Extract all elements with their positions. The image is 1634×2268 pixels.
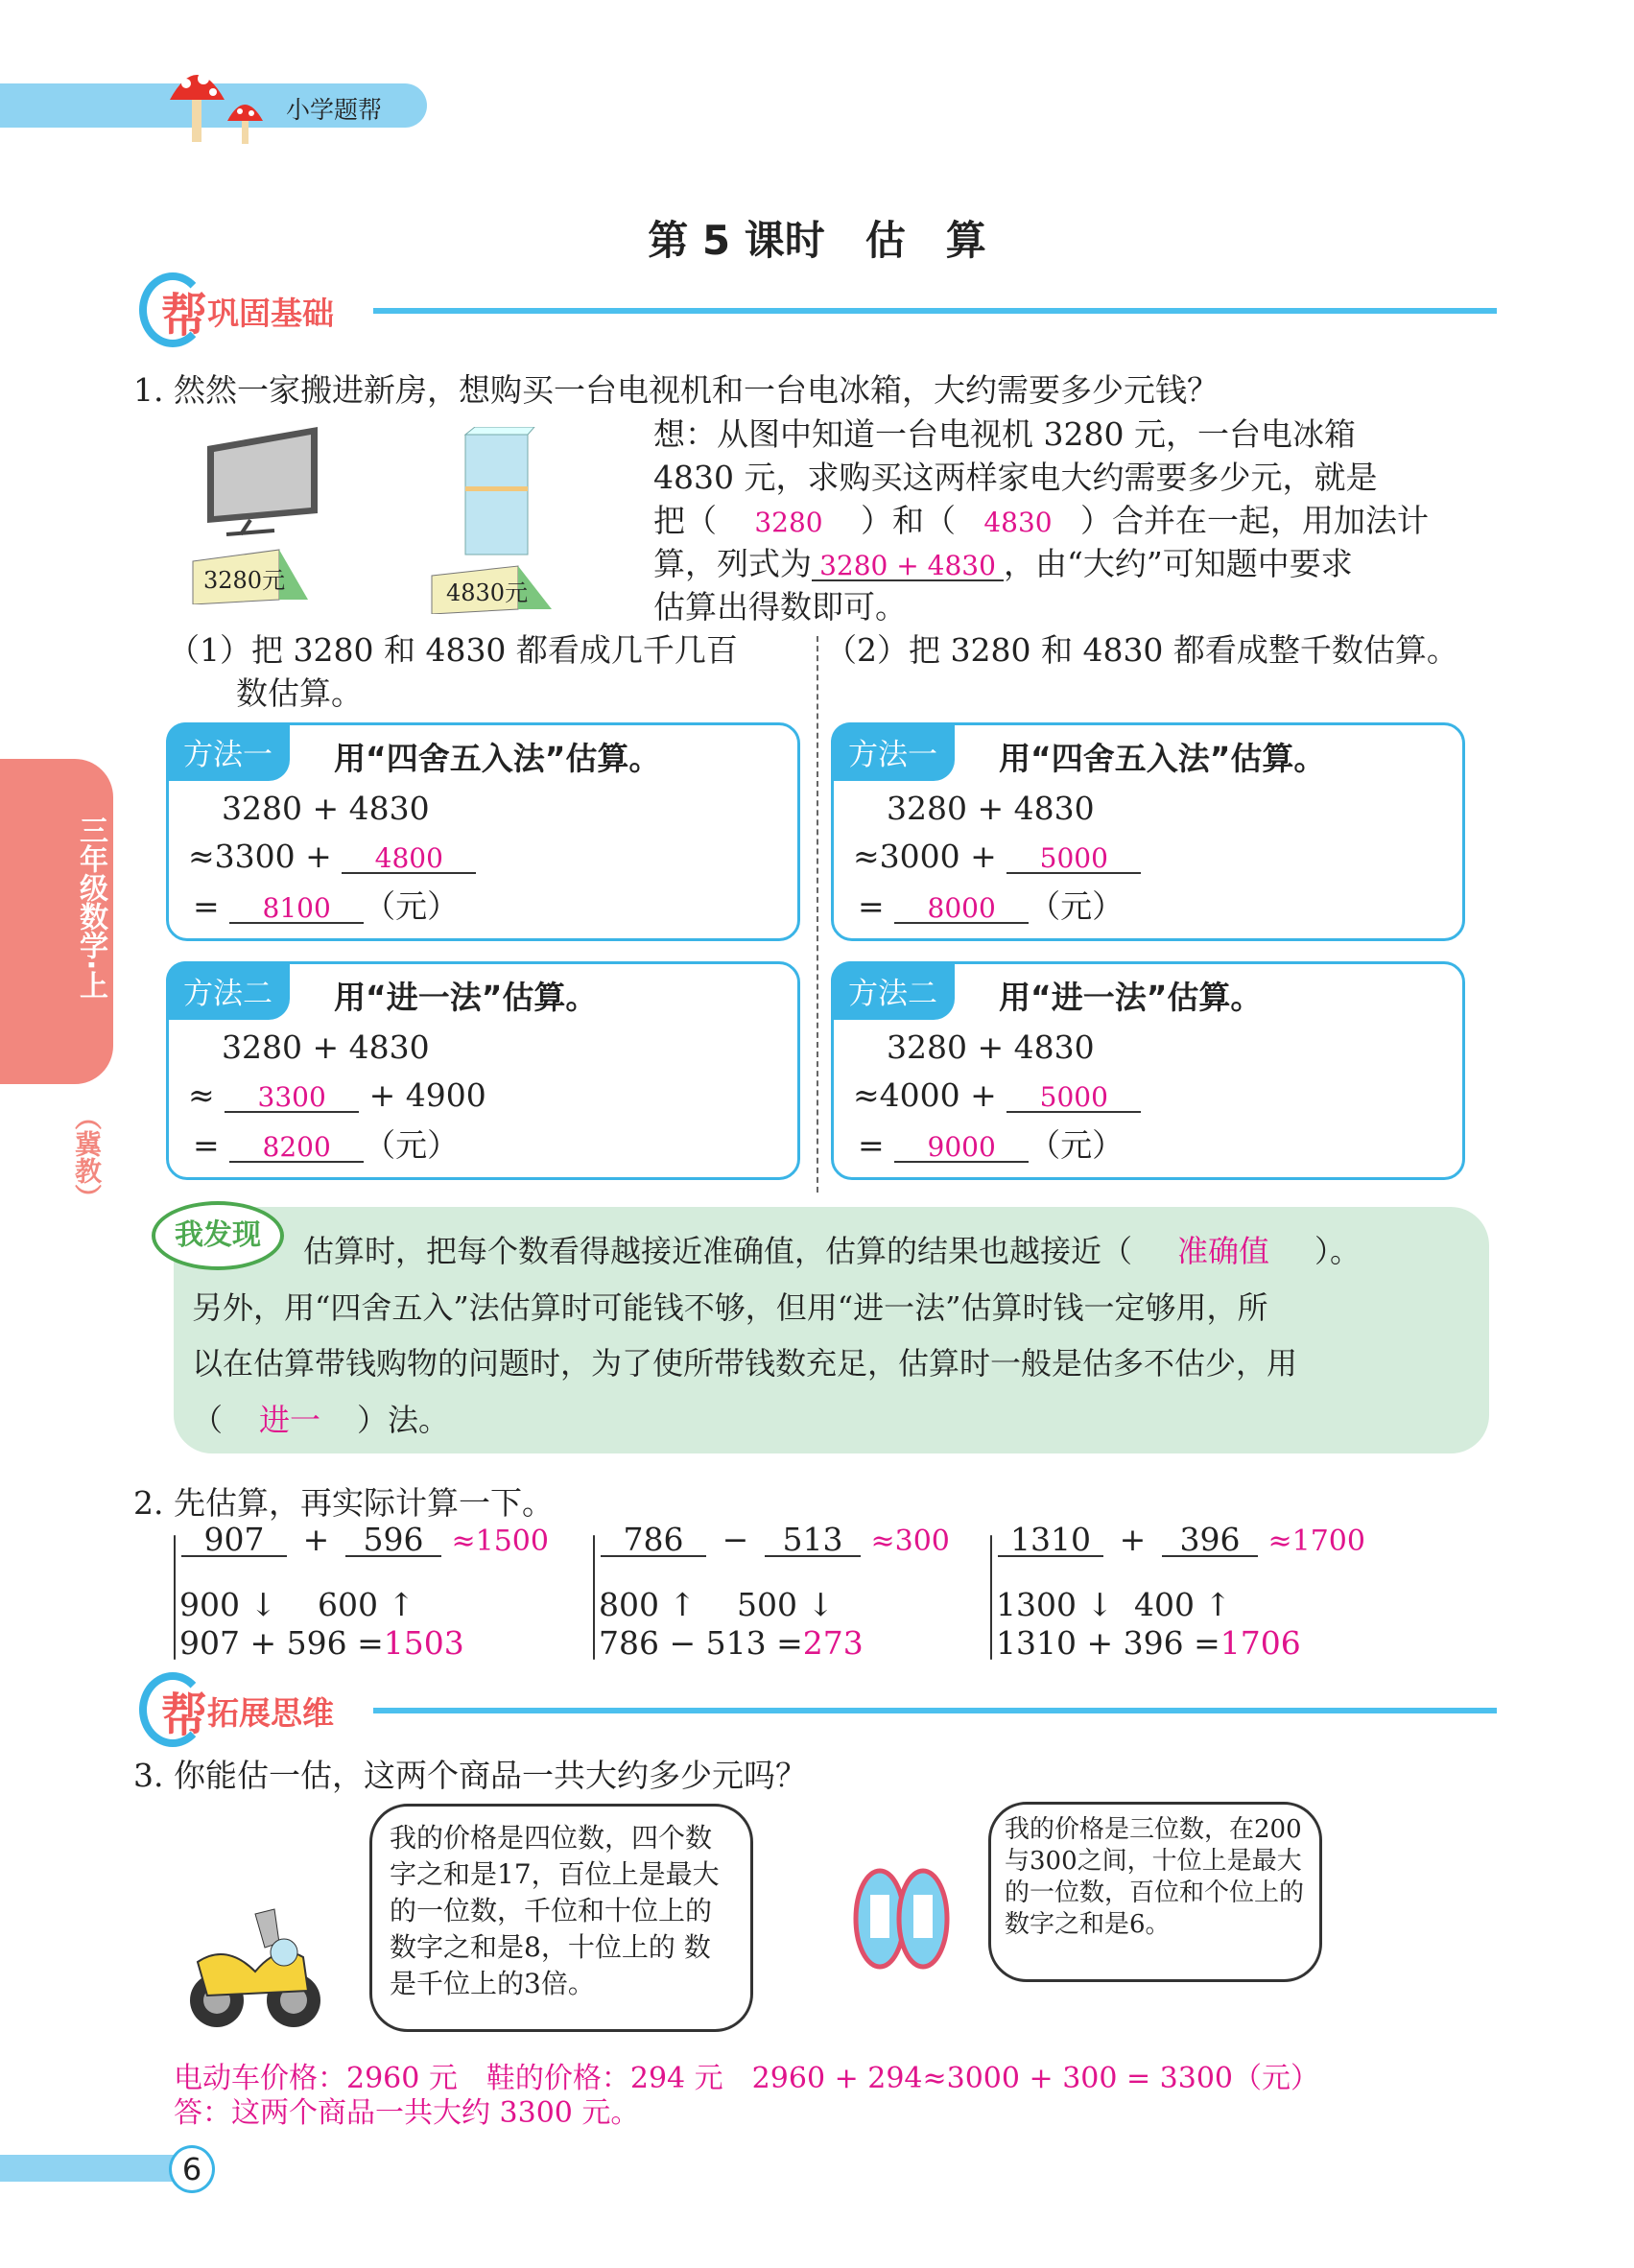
q2-brace	[174, 1535, 176, 1660]
column-divider	[817, 636, 818, 1193]
q3-answer-final: 答：这两个商品一共大约 3300 元。	[174, 2096, 640, 2130]
q2-estimate: ≈1500	[451, 1524, 549, 1558]
method-tag: 方法一	[831, 722, 955, 781]
text: ，由“大约”可知题中要求	[1004, 545, 1353, 582]
q2-rounded-b: 500 ↓	[737, 1586, 835, 1623]
q2-estimate-line	[601, 1521, 950, 1558]
side-tab-grade: 三年级数学·上	[74, 815, 107, 1000]
q2-num-b: 596	[345, 1524, 441, 1557]
q2-rounded-a: 900 ↓	[179, 1586, 277, 1623]
text: 估算时，把每个数看得越接近准确值，估算的结果也越接近（	[303, 1233, 1133, 1269]
text: =	[858, 887, 885, 925]
q2-estimate: ≈1700	[1267, 1524, 1365, 1558]
q3-question: 3. 你能估一估，这两个商品一共大约多少元吗？	[133, 1757, 807, 1794]
footer-bar	[0, 2155, 178, 2182]
method-tag: 方法二	[166, 961, 290, 1020]
method-row2	[853, 840, 1141, 874]
q2-num-b: 396	[1162, 1524, 1258, 1557]
shoes-image	[846, 1866, 957, 1972]
q2-op: +	[302, 1521, 330, 1558]
q1-part2: （2）把 3280 和 4830 都看成整千数估算。	[825, 631, 1458, 669]
q2-question: 2. 先估算，再实际计算一下。	[133, 1484, 554, 1522]
q2-calc	[599, 1624, 864, 1662]
text: =	[858, 1126, 885, 1164]
section-header-extend	[134, 1672, 334, 1749]
q2-estimate: ≈300	[870, 1524, 950, 1558]
method-box	[831, 722, 1465, 941]
text: ≈4000 +	[853, 1076, 997, 1114]
method-row3	[858, 1126, 1125, 1164]
motorcycle-image	[188, 1904, 327, 2034]
shoes-speech-bubble: 我的价格是三位数，在200与300之间，十位上是最大的一位数，百位和个位上的数字之和是6。	[988, 1802, 1322, 1982]
text: ≈3300 +	[188, 838, 332, 875]
method-expr: 3280 + 4830	[222, 790, 430, 827]
q2-rounded-b: 400 ↑	[1134, 1586, 1232, 1623]
text: 907 + 596 =	[179, 1624, 384, 1662]
q2-op: −	[722, 1521, 749, 1558]
answer-blank: 5000	[1006, 845, 1141, 874]
q2-num-b: 513	[765, 1524, 861, 1557]
text: （元）	[1029, 1126, 1125, 1164]
q2-result: 1706	[1220, 1624, 1301, 1662]
method-desc: 用“进一法”估算。	[999, 979, 1263, 1016]
tv-price-tag: 3280元	[203, 567, 286, 594]
method-desc: 用“四舍五入法”估算。	[334, 740, 661, 777]
text: ≈	[188, 1076, 215, 1114]
q1-think-line4	[653, 545, 1353, 582]
q2-num-a: 1310	[998, 1524, 1103, 1557]
section-header-basic	[134, 272, 334, 349]
q2-op: +	[1119, 1521, 1147, 1558]
text: 把（	[653, 502, 717, 539]
q2-calc	[179, 1624, 464, 1662]
text: ）合并在一起，用加法计	[1080, 502, 1429, 539]
answer-blank: 8000	[894, 895, 1029, 924]
section-bang: 帮	[161, 288, 208, 343]
method-expr: 3280 + 4830	[887, 1028, 1095, 1066]
discovery-line3: 以在估算带钱购物的问题时，为了使所带钱数充足，估算时一般是估多不估少，用	[192, 1345, 1298, 1382]
text: （	[192, 1402, 224, 1438]
q2-rounded-b: 600 ↑	[318, 1586, 415, 1623]
page-number: 6	[169, 2145, 215, 2193]
q2-brace	[990, 1535, 992, 1660]
q2-num-a: 786	[601, 1524, 706, 1557]
text: 算，列式为	[653, 545, 812, 582]
answer-blank: 9000	[894, 1134, 1029, 1163]
discovery-badge: 我发现	[152, 1201, 284, 1270]
q1-question: 1. 然然一家搬进新房，想购买一台电视机和一台电冰箱，大约需要多少元钱？	[133, 371, 1219, 409]
answer-method: 进一	[259, 1402, 321, 1438]
answer-blank: 3300	[225, 1084, 359, 1113]
page-title: 第 5 课时 估 算	[648, 217, 986, 264]
method-desc: 用“进一法”估算。	[334, 979, 598, 1016]
text: （元）	[1029, 887, 1125, 925]
answer-tv: 3280	[754, 507, 823, 538]
method-expr: 3280 + 4830	[222, 1028, 430, 1066]
method-box	[831, 961, 1465, 1180]
text: 1310 + 396 =	[996, 1624, 1220, 1662]
section-label: 拓展思维	[207, 1693, 335, 1732]
q1-think-line5: 估算出得数即可。	[653, 588, 907, 626]
method-row3	[858, 887, 1125, 925]
side-tab-edition: （冀教）	[71, 1103, 103, 1211]
answer-blank: 5000	[1006, 1084, 1141, 1113]
method-box	[166, 961, 800, 1180]
method-tag: 方法二	[831, 961, 955, 1020]
section-label: 巩固基础	[207, 294, 335, 332]
mushroom-logo-icon	[165, 59, 275, 148]
method-row2	[188, 1076, 486, 1114]
text: 786 − 513 =	[599, 1624, 803, 1662]
answer-expression: 3280 + 4830	[812, 553, 1004, 581]
brand-name: 小学题帮	[286, 96, 383, 124]
method-desc: 用“四舍五入法”估算。	[999, 740, 1326, 777]
text: + 4900	[368, 1076, 486, 1114]
text: ）和（	[861, 502, 956, 539]
method-row2	[853, 1076, 1141, 1114]
discovery-line1	[303, 1233, 1362, 1269]
section-divider	[373, 308, 1497, 314]
q2-rounded-a: 800 ↑	[599, 1586, 697, 1623]
q2-result: 273	[802, 1624, 864, 1662]
fridge-price-tag: 4830元	[446, 579, 529, 606]
q2-num-a: 907	[181, 1524, 287, 1557]
q2-calc	[996, 1624, 1301, 1662]
method-row3	[193, 1126, 460, 1164]
answer-fridge: 4830	[983, 507, 1053, 538]
method-row3	[193, 887, 460, 925]
text: ）法。	[357, 1402, 450, 1438]
section-bang: 帮	[161, 1688, 208, 1742]
answer-blank: 8200	[229, 1134, 364, 1163]
answer-blank: 8100	[229, 895, 364, 924]
q1-think-line1: 想：从图中知道一台电视机 3280 元，一台电冰箱	[653, 415, 1356, 453]
q3-answer-calc: 电动车价格：2960 元 鞋的价格：294 元 2960 + 294≈3000 + 300 = 3300（元）	[174, 2062, 1320, 2095]
method-row2	[188, 840, 476, 874]
method-tag: 方法一	[166, 722, 290, 781]
method-expr: 3280 + 4830	[887, 790, 1095, 827]
q2-estimate-line	[181, 1521, 549, 1558]
discovery-line4	[192, 1402, 450, 1438]
section-divider	[373, 1708, 1497, 1713]
text: =	[193, 887, 220, 925]
q2-rounded-a: 1300 ↓	[996, 1586, 1114, 1623]
answer-blank: 4800	[342, 845, 476, 874]
q2-brace	[593, 1535, 595, 1660]
q1-part1-line2: 数估算。	[236, 674, 363, 712]
text: ≈3000 +	[853, 838, 997, 875]
discovery-line2: 另外，用“四舍五入”法估算时可能钱不够，但用“进一法”估算时钱一定够用，所	[192, 1289, 1268, 1326]
text: =	[193, 1126, 220, 1164]
text: ）。	[1314, 1233, 1362, 1269]
q1-think-line3	[653, 502, 1429, 539]
q1-think-line2: 4830 元，求购买这两样家电大约需要多少元，就是	[653, 459, 1378, 496]
text: （元）	[364, 1126, 460, 1164]
answer-accurate: 准确值	[1177, 1233, 1270, 1269]
q1-part1-line1: （1）把 3280 和 4830 都看成几千几百	[168, 631, 738, 669]
text: （元）	[364, 887, 460, 925]
motorcycle-speech-bubble: 我的价格是四位数，四个数字之和是17，百位上是最大的一位数，千位和十位上的数字之和是8，十位上的 数是千位上的3倍。	[369, 1804, 753, 2032]
q2-result: 1503	[383, 1624, 464, 1662]
q2-estimate-line	[998, 1521, 1365, 1558]
method-box	[166, 722, 800, 941]
